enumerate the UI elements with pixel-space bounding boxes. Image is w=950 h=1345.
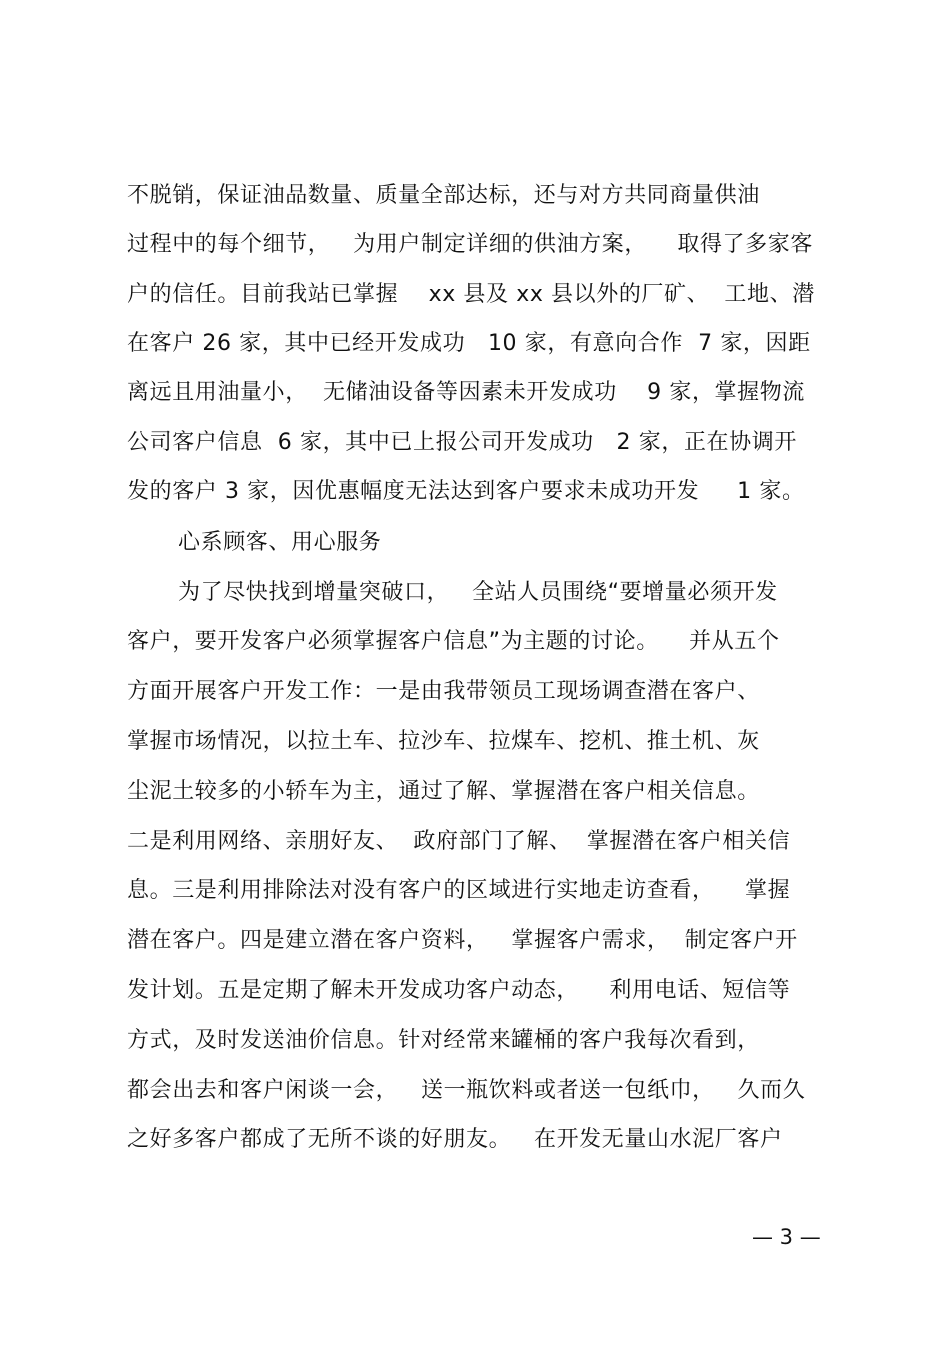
page-number: — 3 — <box>752 1225 821 1249</box>
body-text-line: 息。三是利用排除法对没有客户的区域进行实地走访查看， 掌握 <box>127 878 791 903</box>
body-text-line: 公司客户信息 6 家，其中已上报公司开发成功 2 家，正在协调开 <box>127 430 797 455</box>
body-text-line: 尘泥土较多的小轿车为主，通过了解、掌握潜在客户相关信息。 <box>127 779 760 804</box>
body-text-line: 方面开展客户开发工作：一是由我带领员工现场调查潜在客户、 <box>127 679 760 704</box>
body-text-line: 潜在客户。四是建立潜在客户资料， 掌握客户需求， 制定客户开 <box>127 928 798 953</box>
body-text-line: 都会出去和客户闲谈一会， 送一瓶饮料或者送一包纸巾， 久而久 <box>127 1078 806 1103</box>
body-text-line: 过程中的每个细节， 为用户制定详细的供油方案， 取得了多家客 <box>127 232 813 257</box>
body-text-line: 离远且用油量小， 无储油设备等因素未开发成功 9 家，掌握物流 <box>127 380 805 405</box>
body-text-line: 发的客户 3 家，因优惠幅度无法达到客户要求未成功开发 1 家。 <box>127 479 805 504</box>
body-text-line: 之好多客户都成了无所不谈的好朋友。 在开发无量山水泥厂客户 <box>127 1127 783 1152</box>
body-text-line: 掌握市场情况，以拉土车、拉沙车、拉煤车、挖机、推土机、灰 <box>127 729 760 754</box>
body-text-line: 客户，要开发客户必须掌握客户信息”为主题的讨论。 并从五个 <box>127 629 780 654</box>
body-text-line: 户的信任。目前我站已掌握 xx 县及 xx 县以外的厂矿、 工地、潜 <box>127 282 815 307</box>
body-text-line: 二是利用网络、亲朋好友、 政府部门了解、 掌握潜在客户相关信 <box>127 829 791 854</box>
body-text-line: 发计划。五是定期了解未开发成功客户动态， 利用电话、短信等 <box>127 978 791 1003</box>
body-text-line: 为了尽快找到增量突破口， 全站人员围绕“要增量必须开发 <box>178 580 778 605</box>
body-text-line: 方式，及时发送油价信息。针对经常来罐桶的客户我每次看到， <box>127 1028 760 1053</box>
body-text-line: 在客户 26 家，其中已经开发成功 10 家，有意向合作 7 家，因距 <box>127 331 811 356</box>
body-text-line: 不脱销，保证油品数量、质量全部达标，还与对方共同商量供油 <box>127 183 760 208</box>
section-heading: 心系顾客、用心服务 <box>178 530 382 555</box>
